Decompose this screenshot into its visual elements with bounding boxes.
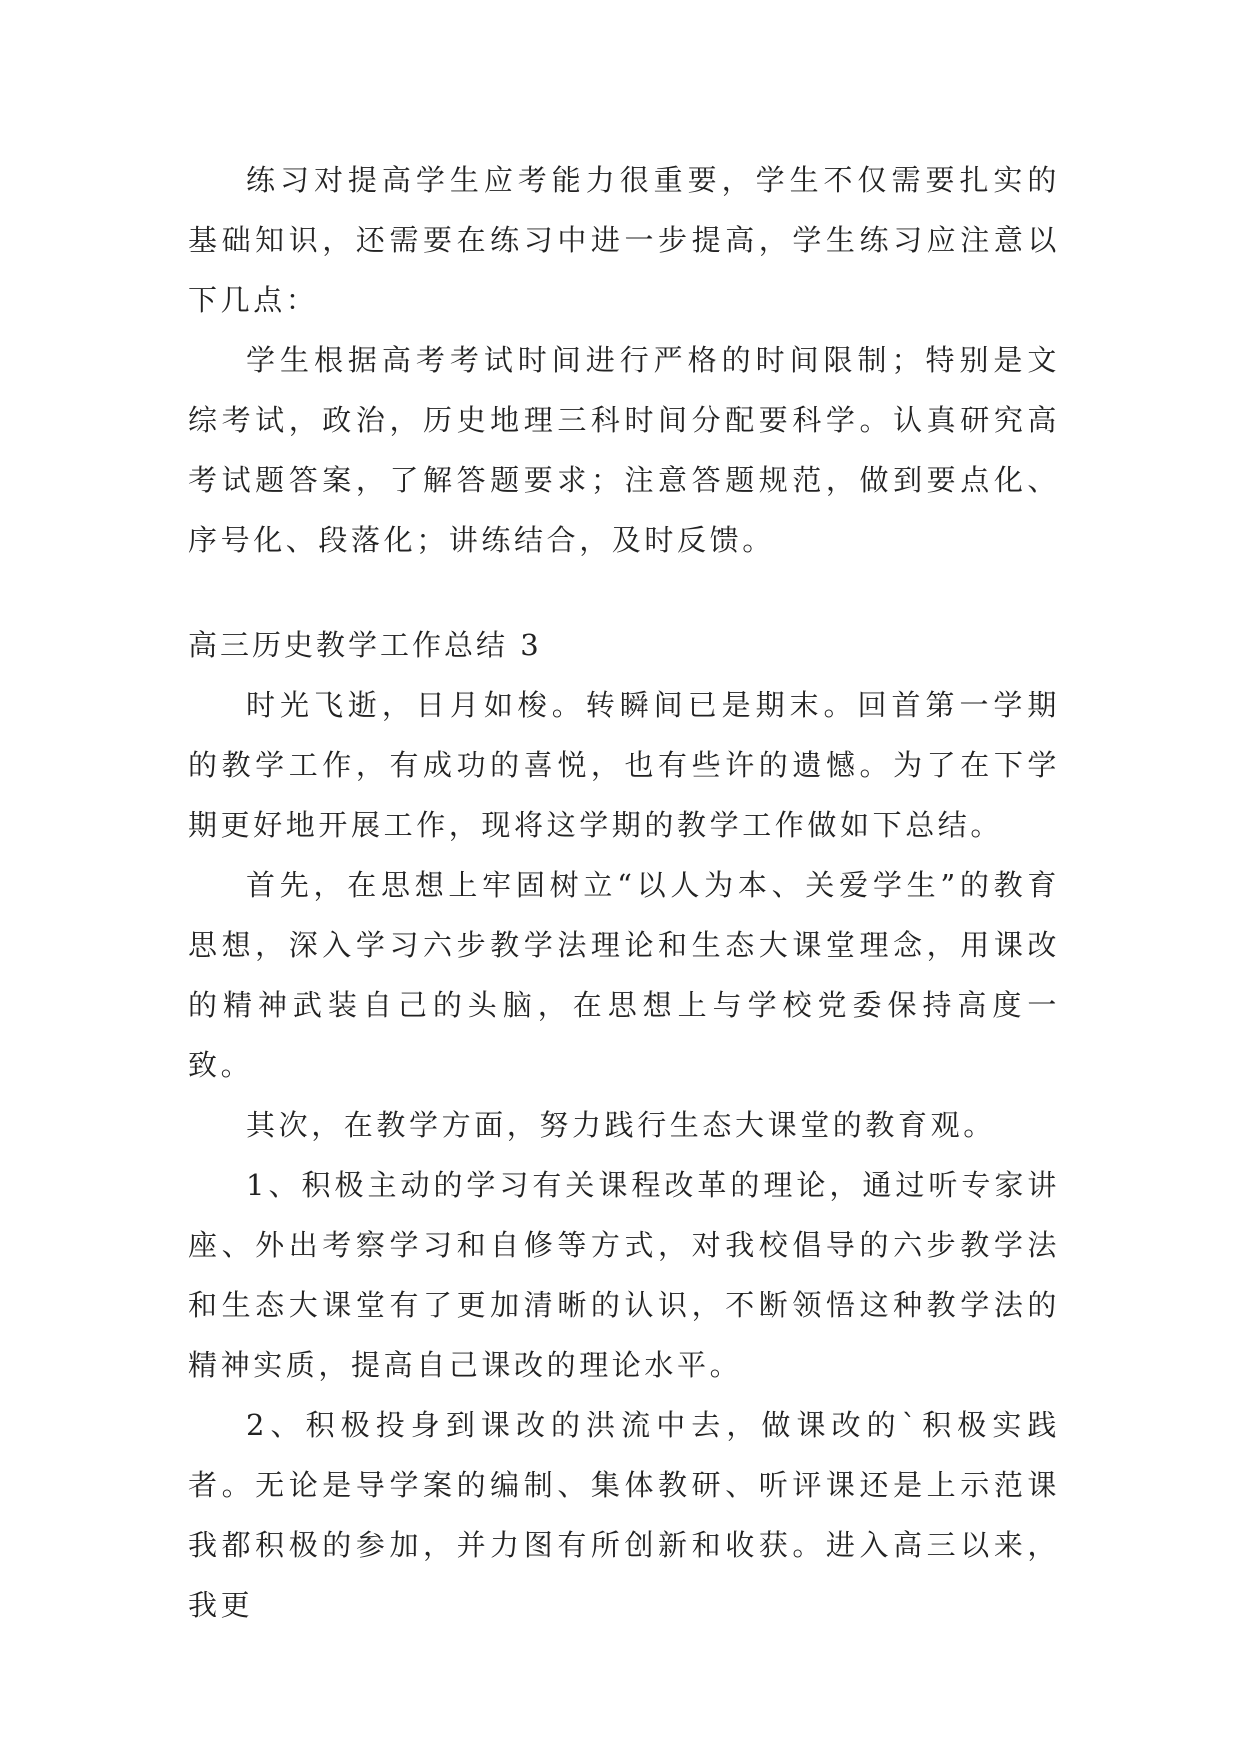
section-gap [188,570,1060,615]
paragraph-item-1: 1、积极主动的学习有关课程改革的理论，通过听专家讲座、外出考察学习和自修等方式，对我校倡导的六步教学法和生态大课堂有了更加清晰的认识，不断领悟这种教学法的精神实质，提高自己课改的理论水平。 [188,1168,1060,1382]
section-title: 高三历史教学工作总结 3 [188,628,542,662]
paragraph-teaching: 其次，在教学方面，努力践行生态大课堂的教育观。 [246,1108,996,1142]
paragraph-item-2: 2、积极投身到课改的洪流中去，做课改的`积极实践者。无论是导学案的编制、集体教研、听评课还是上示范课我都积极的参加，并力图有所创新和收获。进入高三以来，我更 [188,1408,1060,1622]
paragraph-practice-points: 学生根据高考考试时间进行严格的时间限制；特别是文综考试，政治，历史地理三科时间分配要科学。认真研究高考试题答案，了解答题要求；注意答题规范，做到要点化、序号化、段落化；讲练结合，及时反馈。 [188,343,1060,557]
document-page [188,150,1060,1635]
paragraph-practice-intro: 练习对提高学生应考能力很重要，学生不仅需要扎实的基础知识，还需要在练习中进一步提高，学生练习应注意以下几点： [188,163,1060,317]
paragraph-opening: 时光飞逝，日月如梭。转瞬间已是期末。回首第一学期的教学工作，有成功的喜悦，也有些许的遗憾。为了在下学期更好地开展工作，现将这学期的教学工作做如下总结。 [188,688,1060,842]
paragraph-thought: 首先，在思想上牢固树立“以人为本、关爱学生”的教育思想，深入学习六步教学法理论和生态大课堂理念，用课改的精神武装自己的头脑，在思想上与学校党委保持高度一致。 [188,868,1060,1082]
